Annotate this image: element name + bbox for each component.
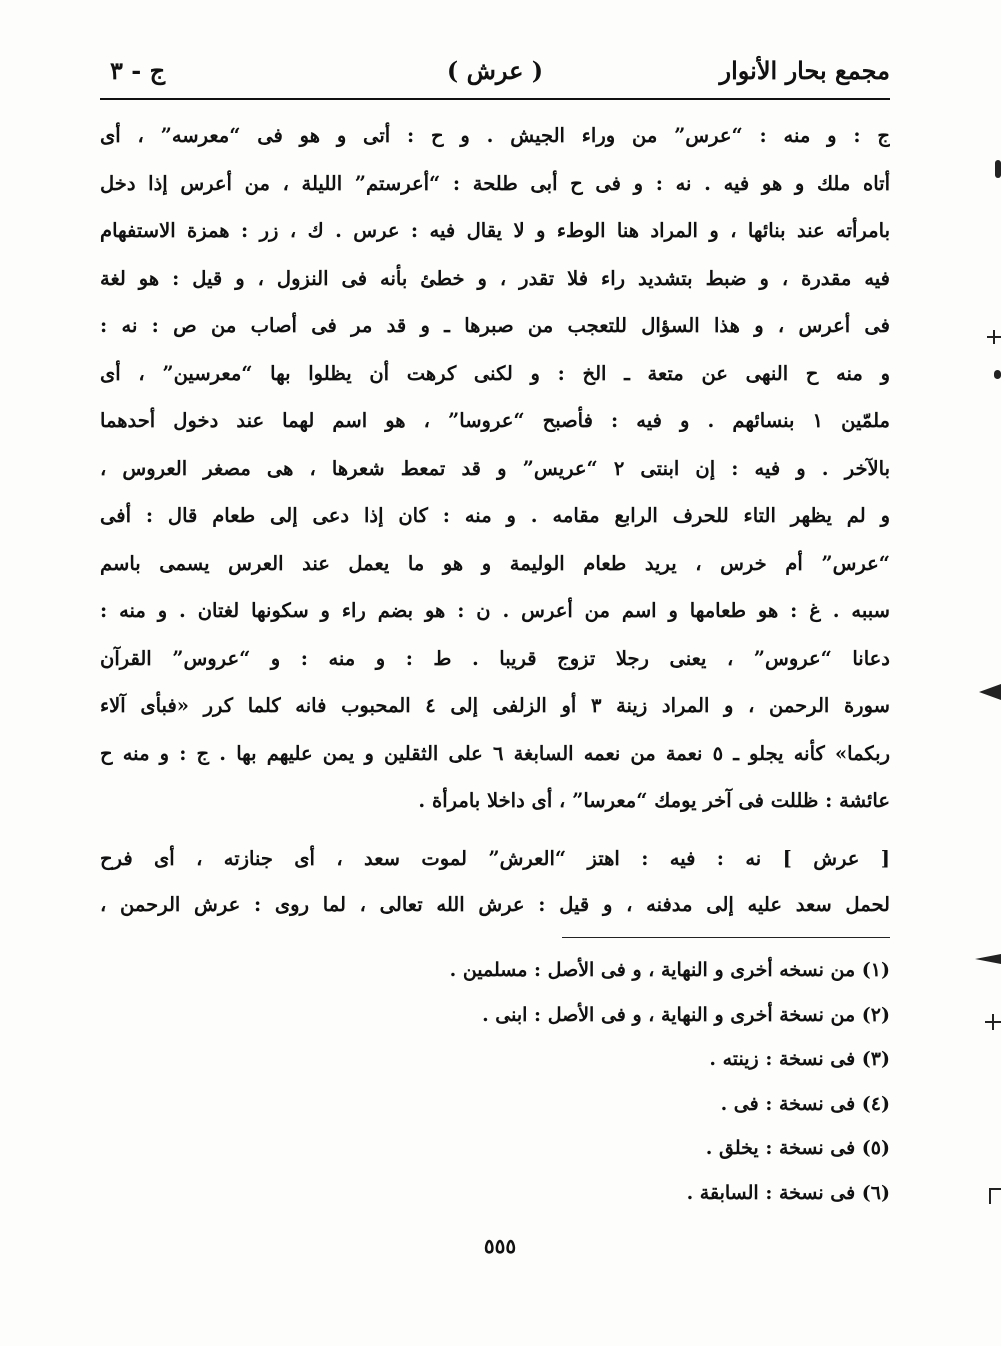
footnote: (٤) فى نسخة : فى . bbox=[720, 1092, 890, 1115]
margin-mark bbox=[989, 1188, 1001, 1204]
footnote: (٢) من نسخة أخرى و النهاية ، و فى الأصل : ابنى . bbox=[482, 1003, 890, 1026]
header-rule bbox=[100, 98, 890, 100]
margin-mark bbox=[987, 330, 1001, 344]
text-line: [ عرش ] نه : فيه : اهتز “العرش” لموت سعد ، أى جنازته ، أى فرح bbox=[100, 847, 890, 870]
text-line: و منه ح النهى عن متعة ـ الخ : و لكنى كرهت أن يظلوا بها “معرسين” ، أى bbox=[100, 361, 890, 385]
text-line: سببه . غ : هو طعامها و اسم من أعرس . ن : هو بضم راء و سكونها لغتان . و منه : bbox=[100, 599, 890, 622]
margin-mark bbox=[985, 1014, 1001, 1030]
running-header bbox=[100, 52, 890, 96]
entry-word: ( عرش ) bbox=[446, 56, 544, 85]
text-line: أتاه ملك و هو فيه . نه : و فى ح أبى طلحة : “أعرستم” الليلة ، من أعرس إذا دخل bbox=[100, 171, 890, 195]
text-line: لحمل سعد عليه إلى مدفنه ، و قيل : عرش الله تعالى ، لما روى : عرش الرحمن ، bbox=[100, 893, 890, 916]
footnote: (٦) فى نسخة : السابقة . bbox=[686, 1181, 890, 1204]
text-line: “عرس” أم خرس ، يريد طعام الوليمة و هو ما يعمل عند العرس يسمى باسم bbox=[100, 551, 890, 575]
text-line: دعانا “عروس” ، يعنى رجلا تزوج قريبا . ط : و منه : و “عروس” القرآن bbox=[100, 646, 890, 670]
main-text bbox=[100, 112, 890, 825]
footnote: (٥) فى نسخة : يخلق . bbox=[705, 1137, 890, 1159]
volume-label: ج - ٣ bbox=[110, 56, 166, 85]
footnote-rule bbox=[562, 937, 890, 938]
margin-mark bbox=[975, 954, 1001, 964]
margin-mark bbox=[995, 160, 1001, 178]
text-line: بامرأته عند بنائها ، و المراد هنا الوطء و لا يقال فيه : عرس . ك ، زر : همزة الاستفهام bbox=[100, 219, 890, 242]
footnote: (١) من نسخه أخرى و النهاية ، و فى الأصل : مسلمين . bbox=[449, 959, 890, 981]
text-line: ملمّين ١ بنسائهم . و فيه : فأصبح “عروسا” ، هو اسم لهما عند دخول أحدهما bbox=[100, 409, 890, 432]
text-line: فيه مقدرة ، و ضبط بتشديد راء فلا تقدر ، و خطئ بأنه فى النزول ، و قيل : هو لغة bbox=[100, 266, 890, 290]
footnote: (٣) فى نسخة : زينته . bbox=[709, 1048, 890, 1070]
page-number: ٥٥٥ bbox=[483, 1234, 517, 1258]
footnotes bbox=[300, 948, 890, 1215]
book-title: مجمع بحار الأنوار bbox=[719, 56, 890, 85]
entry-arsh bbox=[100, 836, 890, 928]
text-line: و لم يظهر التاء للحرف الرابع مقامه . و منه : كان إذا دعى إلى طعام قال : أفى bbox=[100, 504, 890, 527]
text-line: عائشة : ظللت فى آخر يومك “معرسا” ، أى داخلا بامرأة . bbox=[418, 789, 890, 812]
text-line: فى أعرس ، و هذا السؤال للتعجب من صبرها ـ و قد مر فى أصاب من ص : نه : bbox=[100, 314, 890, 337]
text-line: ج : و منه : “عرس” من وراء الجيش . و ح : أتى و هو فى “معرسه” ، أى bbox=[100, 124, 890, 147]
text-line: سورة الرحمن ، و المراد زينة ٣ أو الزلفى إلى ٤ المحبوب فانه كلما كرر «فبأى آلاء bbox=[100, 694, 890, 717]
margin-mark bbox=[994, 370, 1001, 379]
text-line: ربكما» كأنه يجلو ـ ٥ نعمة من نعمه السابغة ٦ على الثقلين و يمن عليهم بها . ج : و منه ح bbox=[100, 741, 890, 765]
margin-mark bbox=[979, 684, 1001, 700]
text-line: بالآخر . و فيه : إن ابنتى ٢ “عريس” و قد تمعط شعرها ، هى مصغر العروس ، bbox=[100, 456, 890, 480]
